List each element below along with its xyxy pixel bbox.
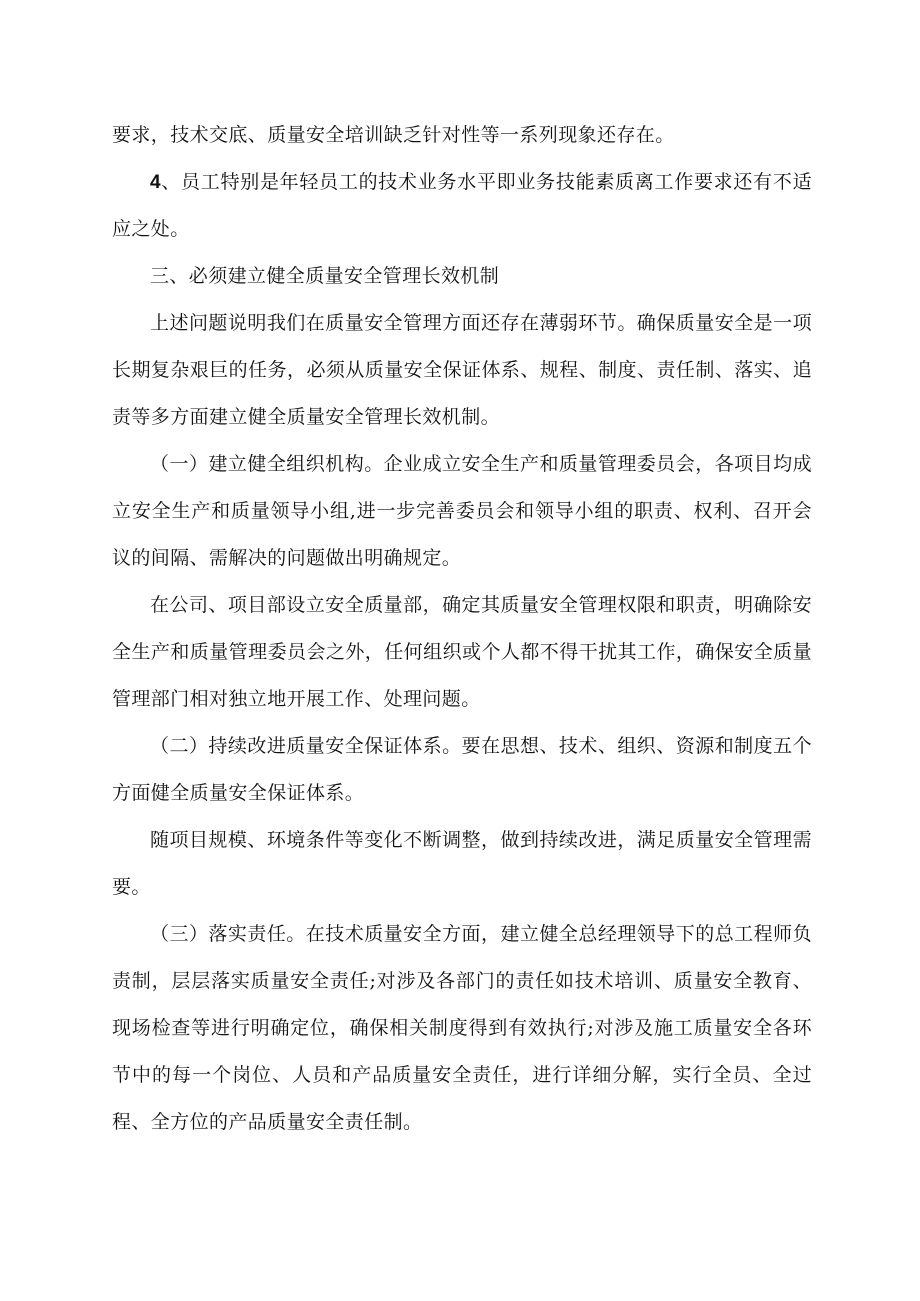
paragraph-continuation: 要求，技术交底、质量安全培训缺乏针对性等一系列现象还存在。 (112, 124, 675, 146)
document-page (112, 112, 812, 1146)
paragraph-item-4-text: 、员工特别是年轻员工的技术业务水平即业务技能素质离工作要求还有不适应之处。 (112, 171, 812, 240)
section-heading: 三、必须建立健全质量安全管理长效机制 (150, 265, 500, 287)
paragraph-intro: 上述问题说明我们在质量安全管理方面还存在薄弱环节。确保质量安全是一项长期复杂艰巨的任务，必须从质量安全保证体系、规程、制度、责任制、落实、追责等多方面建立健全质量安全管理长效机制。 (112, 312, 812, 428)
paragraph-subsection-3: （三）落实责任。在技术质量安全方面，建立健全总经理领导下的总工程师负责制，层层落实质量安全责任;对涉及各部门的责任如技术培训、质量安全教育、现场检查等进行明确定位，确保相关制度得到有效执行;对涉及施工质量安全各环节中的每一个岗位、人员和产品质量安全责任，进行详细分解，实行全员、全过程、全方位的产品质量安全责任制。 (112, 923, 812, 1133)
paragraph-subsection-2: （二）持续改进质量安全保证体系。要在思想、技术、组织、资源和制度五个方面健全质量安全保证体系。 (112, 735, 812, 804)
paragraph-department-setup: 在公司、项目部设立安全质量部，确定其质量安全管理权限和职责，明确除安全生产和质量管理委员会之外，任何组织或个人都不得干扰其工作，确保安全质量管理部门相对独立地开展工作、处理问题。 (112, 594, 812, 710)
paragraph-subsection-1: （一）建立健全组织机构。企业成立安全生产和质量管理委员会，各项目均成立安全生产和质量领导小组,进一步完善委员会和领导小组的职责、权利、召开会议的间隔、需解决的问题做出明确规定。 (112, 453, 812, 569)
paragraph-item-4 (112, 159, 812, 253)
list-number: 4 (150, 172, 161, 193)
paragraph-continuous-improvement: 随项目规模、环境条件等变化不断调整，做到持续改进，满足质量安全管理需要。 (112, 829, 812, 898)
